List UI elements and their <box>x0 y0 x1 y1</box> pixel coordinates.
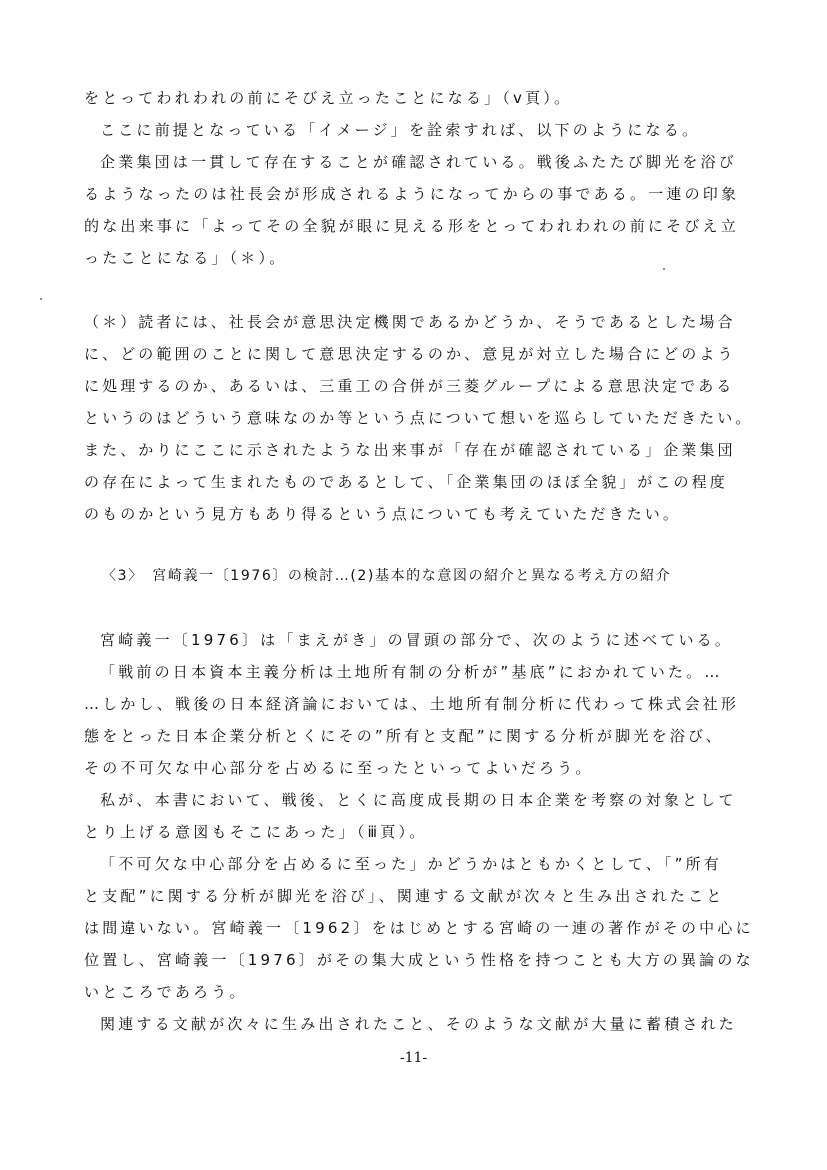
text-line: は間違いない。宮崎義一〔1962〕をはじめとする宮崎の一連の著作がその中心に <box>84 919 754 937</box>
text-line: と支配”に関する分析が脚光を浴び」、関連する文献が次々と生み出されたこと <box>84 887 725 905</box>
text-line: 的な出来事に「よってその全貌が眼に見える形をとってわれわれの前にそびえ立 <box>84 217 739 235</box>
text-line: 私が、本書において、戦後、とくに高度成長期の日本企業を考察の対象として <box>100 791 737 809</box>
text-line: 関連する文献が次々に生み出されたこと、そのような文献が大量に蓄積された <box>100 1015 738 1033</box>
text-line: いところであろう。 <box>84 983 248 1001</box>
text-line: 態をとった日本企業分析とくにその”所有と支配”に関する分析が脚光を浴び、 <box>84 727 724 745</box>
text-line: 企業集団は一貫して存在することが確認されている。戦後ふたたび脚光を浴び <box>100 153 738 171</box>
note-line: のものかという見方もあり得るという点についても考えていただきたい。 <box>84 505 682 523</box>
text-line: ったことになる」（＊）。 <box>84 249 288 267</box>
text-line: 「戦前の日本資本主義分析は土地所有制の分析が”基底”におかれていた。… <box>100 663 723 681</box>
text-line: ここに前提となっている「イメージ」を詮索すれば、以下のようになる。 <box>100 121 701 139</box>
text-line: 宮崎義一〔1976〕は「まえがき」の冒頭の部分で、次のように述べている。 <box>100 631 734 649</box>
note-line: に処理するのか、あるいは、三重工の合併が三菱グループによる意思決定である <box>84 377 735 395</box>
text-line: るようなったのは社長会が形成されるようになってからの事である。一連の印象 <box>84 185 740 203</box>
note-line: というのはどういう意味なのか等という点について想いを巡らしていただきたい。 <box>84 409 754 427</box>
note-line: に、どの範囲のことに関して意思決定するのか、意見が対立した場合にどのよう <box>84 345 736 363</box>
text-line: 位置し、宮崎義一〔1976〕がその集大成という性格を持つことも大方の異論のな <box>84 951 754 969</box>
text-line: 「不可欠な中心部分を占めるに至った」かどうかはともかくとして、「”所有 <box>100 855 722 873</box>
scan-speck <box>663 268 665 270</box>
note-line: （＊）読者には、社長会が意思決定機関であるかどうか、そうであるとした場合 <box>84 313 736 331</box>
scan-speck <box>40 298 42 300</box>
text-line: とり上げる意図もそこにあった」（ⅲ頁）。 <box>84 823 428 841</box>
text-line: …しかし、戦後の日本経済論においては、土地所有制分析に代わって株式会社形 <box>84 695 740 713</box>
section-heading: 〈3〉 宮崎義一〔1976〕の検討…(2)基本的な意図の紹介と異なる考え方の紹介 <box>102 568 672 584</box>
text-line: をとってわれわれの前にそびえ立ったことになる」（ⅴ頁）。 <box>84 89 573 107</box>
page-number: -11- <box>399 1050 428 1066</box>
note-line: また、かりにここに示されたような出来事が「存在が確認されている」企業集団 <box>84 441 736 459</box>
text-line: その不可欠な中心部分を占めるに至ったといってよいだろう。 <box>84 759 594 777</box>
note-line: の存在によって生まれたものであるとして、「企業集団のほぼ全貌」がこの程度 <box>84 473 728 491</box>
